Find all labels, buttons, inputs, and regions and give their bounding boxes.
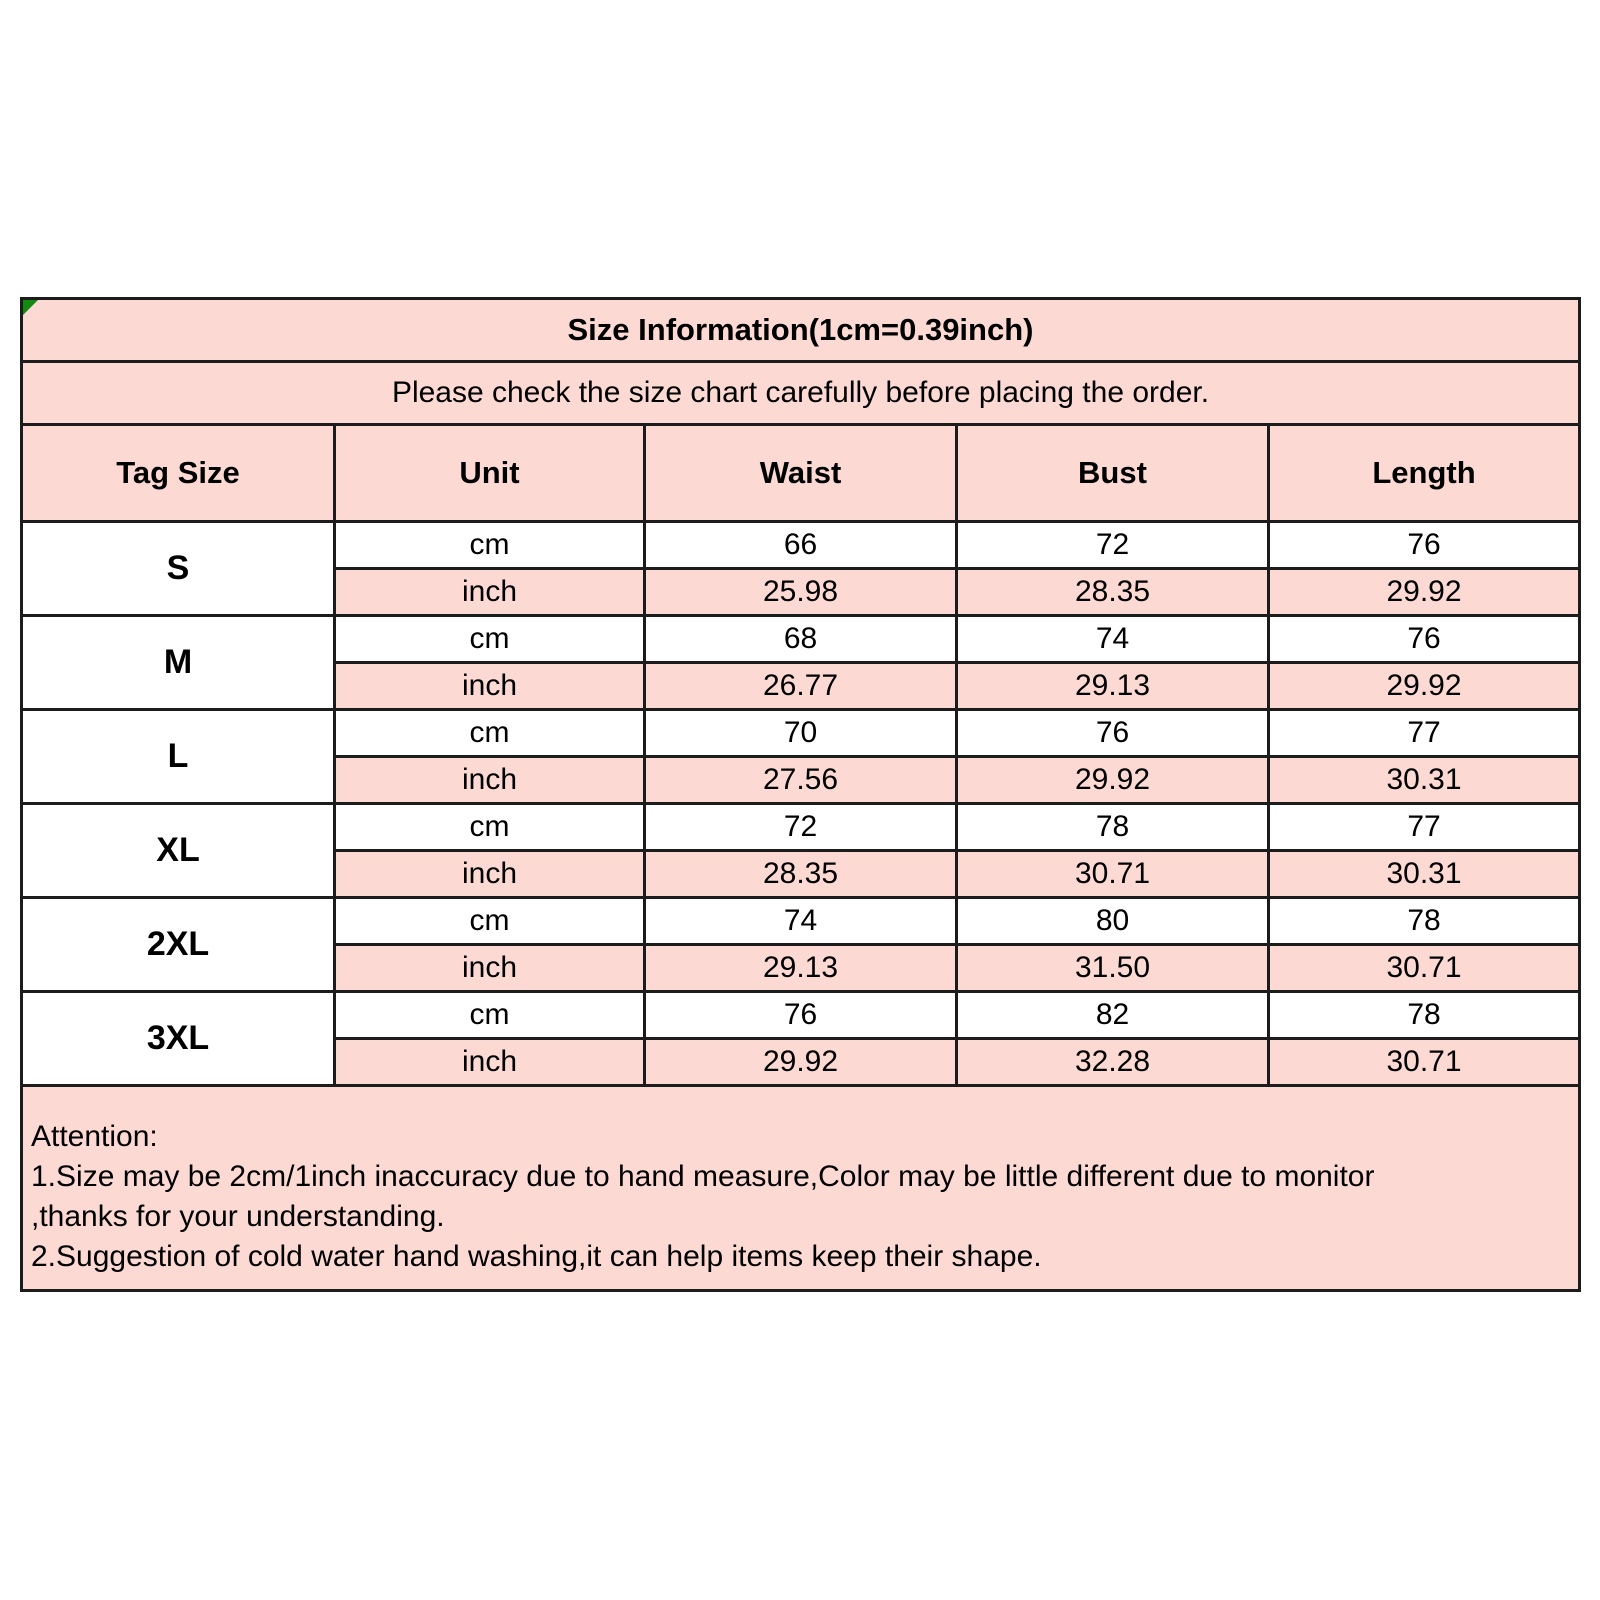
tag-size-cell: XL bbox=[22, 804, 335, 898]
length-value-cm: 77 bbox=[1269, 804, 1580, 851]
waist-value-inch: 25.98 bbox=[645, 569, 957, 616]
table-subtitle: Please check the size chart carefully before placing the order. bbox=[22, 362, 1580, 425]
subtitle-row bbox=[22, 362, 1580, 425]
bust-value-inch: 30.71 bbox=[957, 851, 1269, 898]
bust-value-inch: 29.13 bbox=[957, 663, 1269, 710]
unit-cell-inch: inch bbox=[335, 757, 645, 804]
column-header-row bbox=[22, 425, 1580, 522]
tag-size-cell: M bbox=[22, 616, 335, 710]
attention-line: ,thanks for your understanding. bbox=[31, 1200, 445, 1233]
unit-cell-cm: cm bbox=[335, 616, 645, 663]
waist-value-cm: 68 bbox=[645, 616, 957, 663]
length-value-inch: 30.71 bbox=[1269, 1039, 1580, 1086]
length-value-cm: 77 bbox=[1269, 710, 1580, 757]
size-chart-table bbox=[20, 297, 1578, 1292]
size-row-s-cm bbox=[22, 522, 1580, 569]
waist-value-cm: 70 bbox=[645, 710, 957, 757]
length-value-inch: 29.92 bbox=[1269, 569, 1580, 616]
bust-value-inch: 31.50 bbox=[957, 945, 1269, 992]
tag-size-cell: 3XL bbox=[22, 992, 335, 1086]
waist-value-cm: 74 bbox=[645, 898, 957, 945]
length-value-cm: 76 bbox=[1269, 522, 1580, 569]
waist-value-inch: 27.56 bbox=[645, 757, 957, 804]
tag-size-cell: S bbox=[22, 522, 335, 616]
column-header-bust: Bust bbox=[957, 425, 1269, 522]
bust-value-cm: 72 bbox=[957, 522, 1269, 569]
size-row-l-cm bbox=[22, 710, 1580, 757]
title-row bbox=[22, 299, 1580, 362]
unit-cell-cm: cm bbox=[335, 522, 645, 569]
size-row-3xl-cm bbox=[22, 992, 1580, 1039]
unit-cell-inch: inch bbox=[335, 945, 645, 992]
bust-value-cm: 80 bbox=[957, 898, 1269, 945]
waist-value-cm: 66 bbox=[645, 522, 957, 569]
waist-value-inch: 26.77 bbox=[645, 663, 957, 710]
attention-line: 1.Size may be 2cm/1inch inaccuracy due to hand measure,Color may be little different due to monitor bbox=[31, 1160, 1375, 1193]
waist-value-inch: 29.92 bbox=[645, 1039, 957, 1086]
waist-value-inch: 28.35 bbox=[645, 851, 957, 898]
bust-value-cm: 82 bbox=[957, 992, 1269, 1039]
waist-value-inch: 29.13 bbox=[645, 945, 957, 992]
column-header-waist: Waist bbox=[645, 425, 957, 522]
bust-value-inch: 28.35 bbox=[957, 569, 1269, 616]
unit-cell-inch: inch bbox=[335, 663, 645, 710]
length-value-inch: 30.71 bbox=[1269, 945, 1580, 992]
length-value-cm: 76 bbox=[1269, 616, 1580, 663]
comment-marker-icon bbox=[23, 300, 38, 315]
bust-value-inch: 29.92 bbox=[957, 757, 1269, 804]
attention-note bbox=[22, 1086, 1580, 1291]
size-row-xl-cm bbox=[22, 804, 1580, 851]
unit-cell-inch: inch bbox=[335, 1039, 645, 1086]
attention-line: 2.Suggestion of cold water hand washing,it can help items keep their shape. bbox=[31, 1240, 1042, 1273]
column-header-length: Length bbox=[1269, 425, 1580, 522]
bust-value-cm: 76 bbox=[957, 710, 1269, 757]
size-row-2xl-cm bbox=[22, 898, 1580, 945]
length-value-cm: 78 bbox=[1269, 992, 1580, 1039]
length-value-inch: 30.31 bbox=[1269, 851, 1580, 898]
bust-value-cm: 74 bbox=[957, 616, 1269, 663]
length-value-inch: 29.92 bbox=[1269, 663, 1580, 710]
unit-cell-cm: cm bbox=[335, 710, 645, 757]
waist-value-cm: 72 bbox=[645, 804, 957, 851]
unit-cell-cm: cm bbox=[335, 992, 645, 1039]
attention-row bbox=[22, 1086, 1580, 1291]
table-title: Size Information(1cm=0.39inch) bbox=[22, 299, 1580, 362]
tag-size-cell: 2XL bbox=[22, 898, 335, 992]
waist-value-cm: 76 bbox=[645, 992, 957, 1039]
length-value-inch: 30.31 bbox=[1269, 757, 1580, 804]
tag-size-cell: L bbox=[22, 710, 335, 804]
bust-value-inch: 32.28 bbox=[957, 1039, 1269, 1086]
size-table bbox=[20, 297, 1581, 1292]
size-row-m-cm bbox=[22, 616, 1580, 663]
unit-cell-inch: inch bbox=[335, 851, 645, 898]
length-value-cm: 78 bbox=[1269, 898, 1580, 945]
column-header-unit: Unit bbox=[335, 425, 645, 522]
column-header-tag-size: Tag Size bbox=[22, 425, 335, 522]
unit-cell-cm: cm bbox=[335, 898, 645, 945]
unit-cell-cm: cm bbox=[335, 804, 645, 851]
attention-line: Attention: bbox=[31, 1120, 158, 1153]
bust-value-cm: 78 bbox=[957, 804, 1269, 851]
unit-cell-inch: inch bbox=[335, 569, 645, 616]
